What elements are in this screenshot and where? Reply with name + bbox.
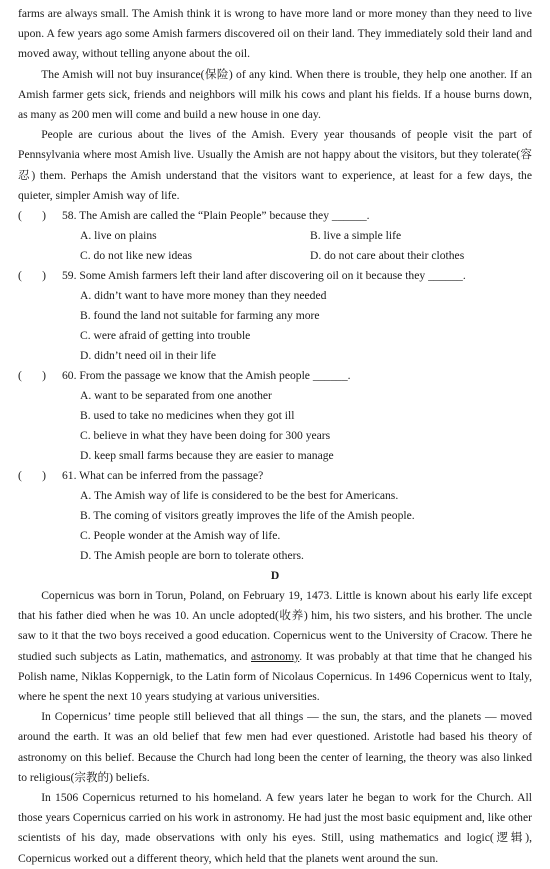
- answer-blank: ( ): [18, 369, 47, 383]
- option-a: A. live on plains: [80, 229, 157, 243]
- option-a: A. didn’t want to have more money than they needed: [80, 289, 327, 303]
- paragraph-c3: People are curious about the lives of the Amish. Every year thousands of people visit the part of Pennsylvania where most Amish live. Usually the Amish are not happy about the visitors, but they tolerate(容忍) them. Perhaps the Amish understand that the visitors want to experience, at least for a few days, the quieter, simpler Amish way of life.: [18, 128, 532, 202]
- paragraph-d3: In 1506 Copernicus returned to his homeland. A few years later he began to work for the Church. All those years Copernicus carried on his work in astronomy. He had just the most basic equipment and, like other scientists of his day, made observations with only his eyes. Still, using mathematics and logic(逻辑), Copernicus worked out a different theory, which held that the planets went around the sun.: [18, 791, 532, 865]
- underlined-word: astronomy: [251, 649, 300, 663]
- paragraph-c2: The Amish will not buy insurance(保险) of any kind. When there is trouble, they help one another. If an Amish farmer gets sick, friends and neighbors will milk his cows and plant his fields. If a house burns down, as many as 200 men will come and build a new house in one day.: [18, 67, 532, 122]
- answer-blank: ( ): [18, 269, 47, 283]
- question-stem: 59. Some Amish farmers left their land after discovering oil on it because they ______.: [62, 269, 466, 283]
- section-heading: D: [270, 569, 280, 583]
- paragraph-d2: In Copernicus’ time people still believed that all things — the sun, the stars, and the planets — moved around the earth. It was an old belief that few men had ever questioned. Aristotle had based his theory of astronomy on this belief. Because the Church had long been the center of learning, the theory was also linked to religious(宗教的) beliefs.: [18, 710, 532, 784]
- question-stem: 58. The Amish are called the “Plain People” because they ______.: [62, 209, 370, 223]
- option-c: C. were afraid of getting into trouble: [80, 329, 251, 343]
- paragraph-d1-start: Copernicus was born in Torun, Poland, on February 19, 1473. Little is known about his early life except that his father died when he was 10. An uncle adopted(收养) him, his two sisters, and his brother. The uncle saw to it that the two boys received a good education. Copernicus went to the University of Cracow. There he studied such subjects as Latin, mathematics, and: [18, 589, 532, 663]
- option-b: B. The coming of visitors greatly improves the life of the Amish people.: [80, 509, 415, 523]
- option-c: C. People wonder at the Amish way of life.: [80, 529, 281, 543]
- question-61: [18, 466, 532, 486]
- option-a: A. want to be separated from one another: [80, 389, 272, 403]
- answer-blank: ( ): [18, 469, 47, 483]
- option-b: B. found the land not suitable for farming any more: [80, 309, 320, 323]
- question-59: [18, 266, 532, 286]
- option-c: C. believe in what they have been doing for 300 years: [80, 429, 331, 443]
- options-row: [18, 246, 532, 266]
- paragraph-d1: [18, 586, 532, 707]
- option-a: A. The Amish way of life is considered to be the best for Americans.: [80, 489, 399, 503]
- option-d: D. do not care about their clothes: [310, 249, 465, 263]
- paragraph-c1: farms are always small. The Amish think it is wrong to have more land or more money than they need to live upon. A few years ago some Amish farmers discovered oil on their land. They immediately sold their land and moved away, without telling anyone about the oil.: [18, 7, 532, 61]
- paragraph-d1-end: . It was probably at that time that he changed his Polish name, Niklas Koppernigk, to the Latin form of Nicolaus Copernicus. In 1496 Copernicus went to Italy, where he spent the next 10 years studying at various universities.: [18, 649, 532, 704]
- options-row: [18, 226, 532, 246]
- option-d: D. keep small farms because they are easier to manage: [80, 449, 334, 463]
- question-60: [18, 366, 532, 386]
- option-c: C. do not like new ideas: [80, 249, 193, 263]
- option-d: D. didn’t need oil in their life: [80, 349, 216, 363]
- option-b: B. used to take no medicines when they got ill: [80, 409, 295, 423]
- question-stem: 61. What can be inferred from the passage?: [62, 469, 264, 483]
- option-d: D. The Amish people are born to tolerate others.: [80, 549, 304, 563]
- option-b: B. live a simple life: [310, 229, 402, 243]
- question-58: [18, 206, 532, 226]
- answer-blank: ( ): [18, 209, 47, 223]
- question-stem: 60. From the passage we know that the Amish people ______.: [62, 369, 351, 383]
